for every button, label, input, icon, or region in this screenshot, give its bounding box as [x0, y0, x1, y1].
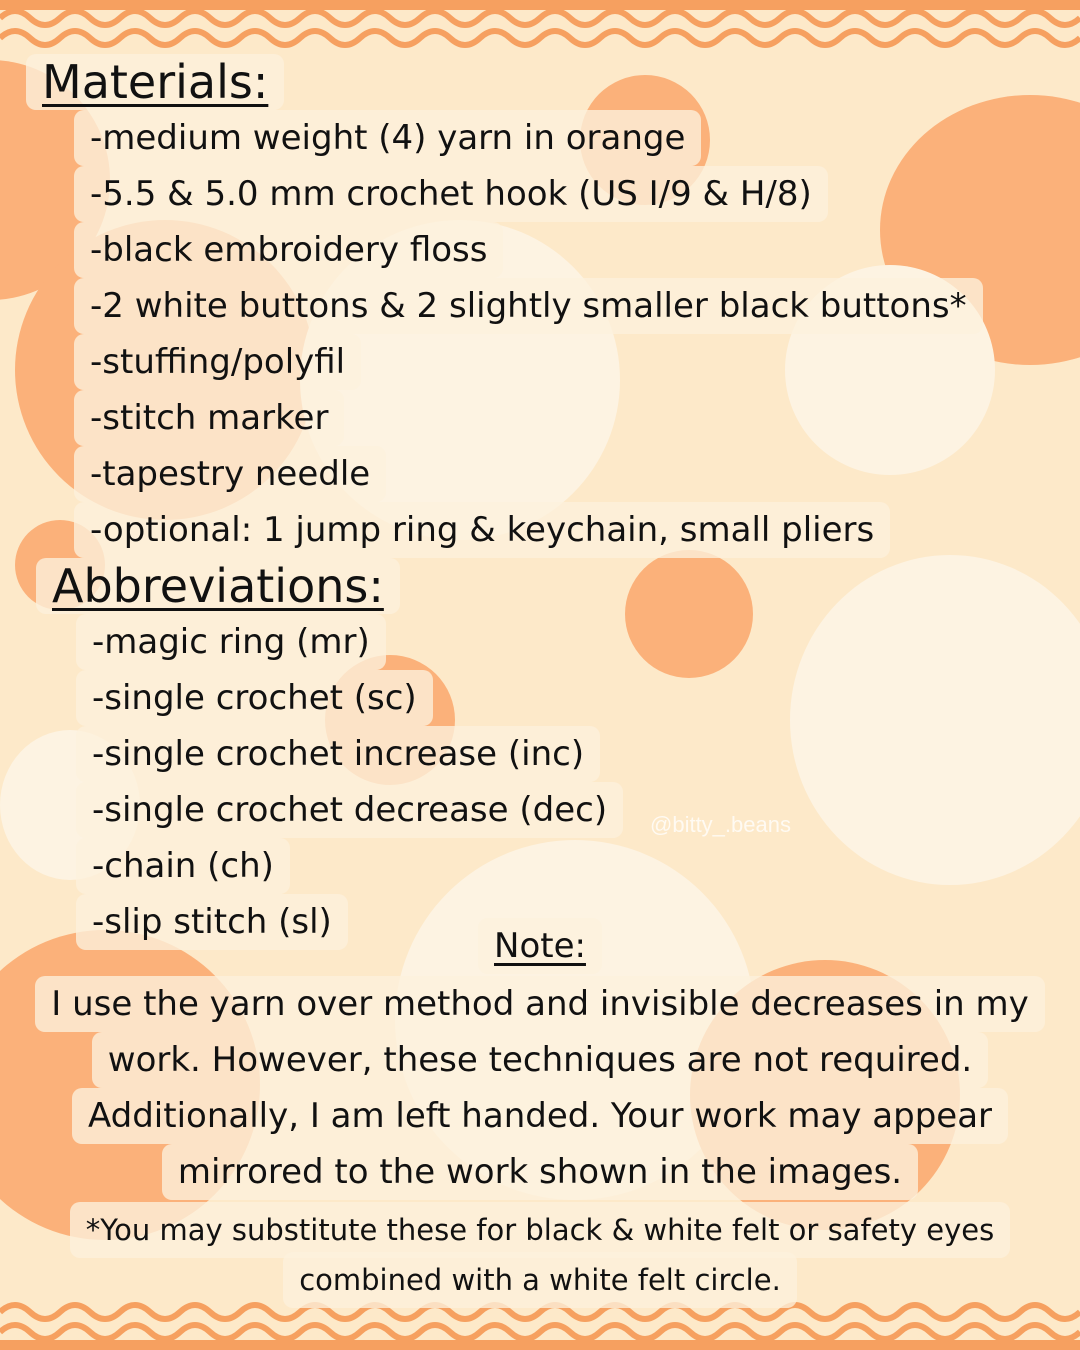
materials-item: -stuffing/polyfil — [74, 334, 361, 390]
decor-circle — [790, 555, 1080, 885]
note-line: work. However, these techniques are not required. — [92, 1032, 988, 1088]
materials-heading: Materials: — [26, 54, 284, 110]
materials-item: -optional: 1 jump ring & keychain, small pliers — [74, 502, 890, 558]
watermark: @bitty_.beans — [650, 812, 791, 837]
abbreviation-item: -single crochet (sc) — [76, 670, 433, 726]
materials-item: -5.5 & 5.0 mm crochet hook (US I/9 & H/8) — [74, 166, 828, 222]
materials-item: -medium weight (4) yarn in orange — [74, 110, 701, 166]
abbreviation-item: -chain (ch) — [76, 838, 290, 894]
decor-circle — [625, 550, 753, 678]
top-wave-border — [0, 0, 1080, 60]
abbreviation-item: -slip stitch (sl) — [76, 894, 348, 950]
materials-item: -stitch marker — [74, 390, 344, 446]
materials-item: -tapestry needle — [74, 446, 386, 502]
note-heading: Note: — [478, 918, 602, 974]
abbreviation-item: -single crochet increase (inc) — [76, 726, 600, 782]
note-line: mirrored to the work shown in the images. — [162, 1144, 918, 1200]
abbreviation-item: -magic ring (mr) — [76, 614, 386, 670]
note-line: Additionally, I am left handed. Your work may appear — [72, 1088, 1008, 1144]
footnote-line: combined with a white felt circle. — [283, 1252, 797, 1308]
abbreviations-heading: Abbreviations: — [36, 558, 400, 614]
note-line: I use the yarn over method and invisible decreases in my — [35, 976, 1044, 1032]
materials-item: -black embroidery floss — [74, 222, 503, 278]
materials-item: -2 white buttons & 2 slightly smaller black buttons* — [74, 278, 983, 334]
abbreviation-item: -single crochet decrease (dec) — [76, 782, 623, 838]
footnote-line: *You may substitute these for black & white felt or safety eyes — [70, 1202, 1010, 1258]
